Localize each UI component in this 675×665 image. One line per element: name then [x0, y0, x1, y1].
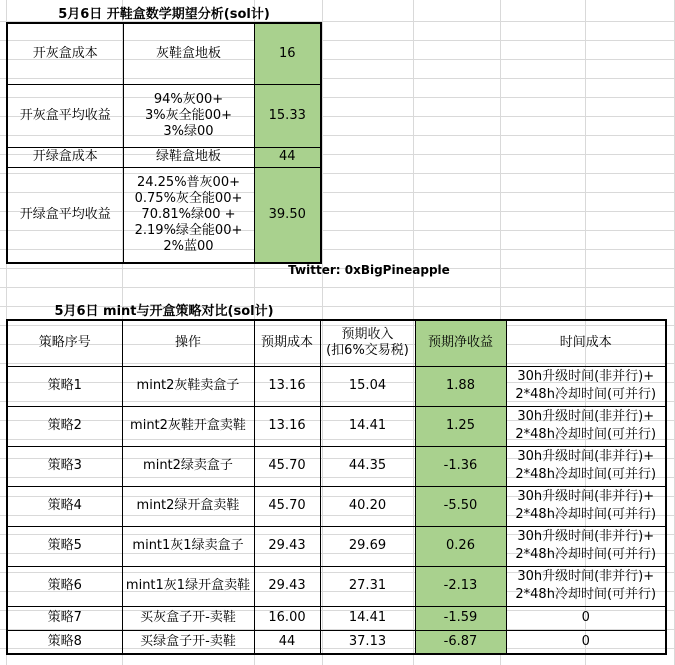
cell-line: 30h升级时间(非并行)+ — [517, 489, 655, 504]
strategy-operation: mint1灰1绿开盒卖鞋 — [122, 566, 254, 606]
grid-row-line — [0, 287, 675, 288]
strategy-operation: mint2绿开盒卖鞋 — [122, 486, 254, 526]
row-label: 开灰盒平均收益 — [7, 84, 123, 147]
strategy-time-cost — [506, 446, 666, 486]
strategy-time-cost — [506, 566, 666, 606]
header-strategy-id: 策略序号 — [7, 320, 122, 366]
strategy-cost: 45.70 — [254, 486, 320, 526]
cell-line: 预期收入 — [341, 327, 394, 343]
strategy-row — [7, 486, 666, 526]
cell-line: 2*48h冷却时间(可并行) — [515, 387, 657, 402]
cell-line: 0.75%灰全能00+ — [134, 190, 243, 206]
strategy-operation: mint2灰鞋开盒卖鞋 — [122, 406, 254, 446]
strategy-income: 15.04 — [320, 366, 415, 406]
strategy-row — [7, 630, 666, 654]
header-income — [320, 320, 415, 366]
row-value: 39.50 — [254, 167, 321, 263]
cell-line: 3%绿00 — [163, 123, 214, 139]
expectation-row — [7, 84, 321, 147]
strategy-cost: 29.43 — [254, 566, 320, 606]
expectation-row — [7, 147, 321, 167]
strategy-operation: mint1灰1绿卖盒子 — [122, 526, 254, 566]
cell-line: 30h升级时间(非并行)+ — [517, 529, 655, 544]
strategy-time-cost — [506, 526, 666, 566]
row-detail — [123, 147, 254, 167]
header-cost: 预期成本 — [254, 320, 320, 366]
strategy-operation: mint2绿卖盒子 — [122, 446, 254, 486]
strategy-income: 29.69 — [320, 526, 415, 566]
strategy-header-row — [7, 320, 666, 366]
strategy-row — [7, 566, 666, 606]
cell-line: 2*48h冷却时间(可并行) — [515, 587, 657, 602]
header-time: 时间成本 — [506, 320, 666, 366]
strategy-row — [7, 606, 666, 630]
strategy-id: 策略3 — [7, 446, 122, 486]
strategy-income: 37.13 — [320, 630, 415, 654]
strategy-operation: 买灰盒子开-卖鞋 — [122, 606, 254, 630]
strategy-id: 策略2 — [7, 406, 122, 446]
strategy-cost: 13.16 — [254, 406, 320, 446]
strategy-net: -2.13 — [415, 566, 506, 606]
cell-line: 94%灰00+ — [153, 91, 224, 107]
strategy-net: 0.26 — [415, 526, 506, 566]
strategy-operation: mint2灰鞋卖盒子 — [122, 366, 254, 406]
strategy-row — [7, 366, 666, 406]
cell-line: 24.25%普灰00+ — [136, 174, 240, 190]
strategy-cost: 44 — [254, 630, 320, 654]
strategy-time-cost — [506, 406, 666, 446]
cell-line: (扣6%交易税) — [326, 343, 409, 359]
cell-line: 0 — [581, 633, 590, 649]
strategy-row — [7, 526, 666, 566]
expectation-row — [7, 23, 321, 84]
strategy-income: 27.31 — [320, 566, 415, 606]
cell-line: 0 — [581, 610, 590, 625]
row-value: 15.33 — [254, 84, 321, 147]
strategy-net: -1.36 — [415, 446, 506, 486]
strategy-id: 策略7 — [7, 606, 122, 630]
cell-line: 30h升级时间(非并行)+ — [517, 369, 655, 384]
cell-line: 2*48h冷却时间(可并行) — [515, 467, 657, 482]
row-detail — [123, 167, 254, 263]
strategy-income: 40.20 — [320, 486, 415, 526]
strategy-operation: 买绿盒子开-卖鞋 — [122, 630, 254, 654]
table1-title: 5月6日 开鞋盒数学期望分析(sol计) — [58, 7, 270, 22]
cell-line: 3%灰全能00+ — [144, 107, 233, 123]
cell-line: 30h升级时间(非并行)+ — [517, 569, 655, 584]
row-label: 开灰盒成本 — [7, 23, 123, 84]
cell-line: 2*48h冷却时间(可并行) — [515, 507, 657, 522]
strategy-income: 14.41 — [320, 406, 415, 446]
cell-line: 2%蓝00 — [163, 238, 214, 254]
strategy-net: -1.59 — [415, 606, 506, 630]
row-value: 16 — [254, 23, 321, 84]
cell-line: 70.81%绿00 + — [141, 206, 236, 222]
strategy-net: -6.87 — [415, 630, 506, 654]
cell-line: 30h升级时间(非并行)+ — [517, 449, 655, 464]
row-label: 开绿盒平均收益 — [7, 167, 123, 263]
cell-line: 灰鞋盒地板 — [155, 45, 221, 61]
strategy-table — [6, 319, 667, 655]
row-label: 开绿盒成本 — [7, 147, 123, 167]
twitter-credit: Twitter: 0xBigPineapple — [288, 263, 450, 277]
cell-line: 2.19%绿全能00+ — [134, 222, 243, 238]
strategy-net: -5.50 — [415, 486, 506, 526]
row-detail — [123, 84, 254, 147]
strategy-id: 策略8 — [7, 630, 122, 654]
strategy-cost: 13.16 — [254, 366, 320, 406]
expectation-table — [6, 22, 322, 264]
cell-line: 30h升级时间(非并行)+ — [517, 409, 655, 424]
strategy-net: 1.25 — [415, 406, 506, 446]
strategy-income: 44.35 — [320, 446, 415, 486]
strategy-income: 14.41 — [320, 606, 415, 630]
strategy-id: 策略4 — [7, 486, 122, 526]
header-operation: 操作 — [122, 320, 254, 366]
expectation-row — [7, 167, 321, 263]
cell-line: 绿鞋盒地板 — [155, 149, 221, 164]
row-detail — [123, 23, 254, 84]
strategy-id: 策略6 — [7, 566, 122, 606]
strategy-row — [7, 406, 666, 446]
strategy-time-cost — [506, 366, 666, 406]
strategy-net: 1.88 — [415, 366, 506, 406]
strategy-row — [7, 446, 666, 486]
strategy-time-cost — [506, 486, 666, 526]
cell-line: 2*48h冷却时间(可并行) — [515, 547, 657, 562]
strategy-cost: 16.00 — [254, 606, 320, 630]
cell-line: 2*48h冷却时间(可并行) — [515, 427, 657, 442]
strategy-time-cost — [506, 630, 666, 654]
strategy-id: 策略1 — [7, 366, 122, 406]
strategy-cost: 29.43 — [254, 526, 320, 566]
strategy-id: 策略5 — [7, 526, 122, 566]
row-value: 44 — [254, 147, 321, 167]
table2-title: 5月6日 mint与开盒策略对比(sol计) — [54, 304, 274, 319]
header-net: 预期净收益 — [415, 320, 506, 366]
strategy-cost: 45.70 — [254, 446, 320, 486]
strategy-time-cost — [506, 606, 666, 630]
